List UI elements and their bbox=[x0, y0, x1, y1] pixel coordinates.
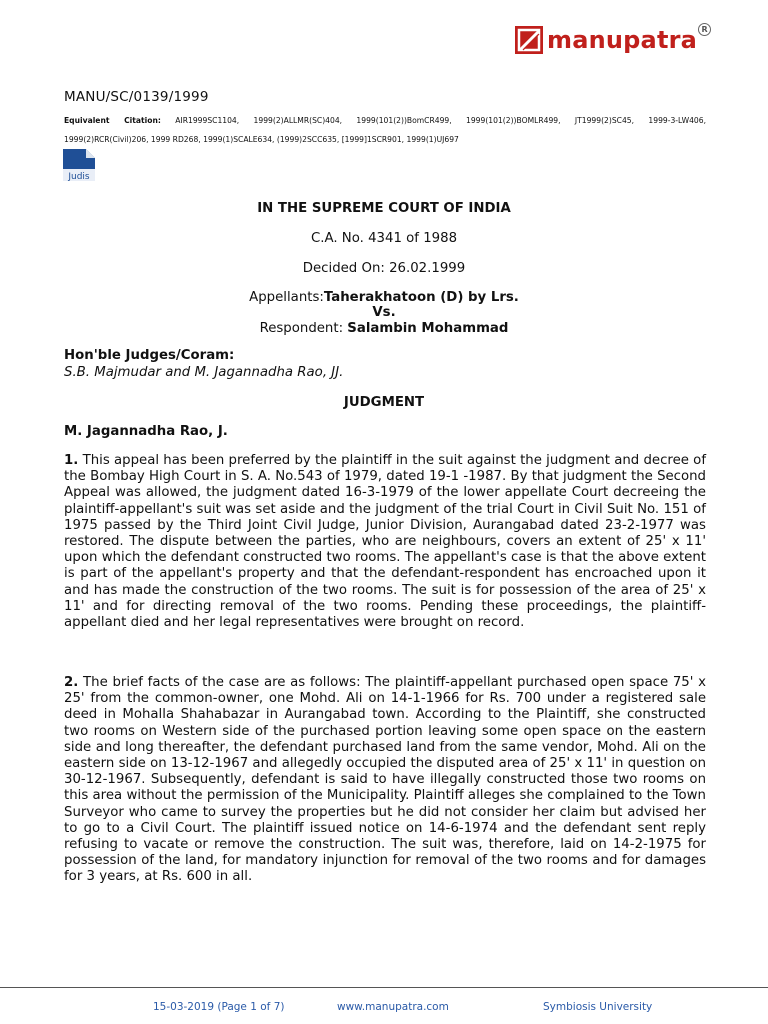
equivalent-citation bbox=[64, 111, 706, 149]
judgment-heading: JUDGMENT bbox=[343, 395, 425, 410]
paragraph-text: This appeal has been preferred by the plaintiff in the suit against the judgment and decree of the Bombay High Court in S. A. No.543 of 1979, dated 19-1 -1987. By that judgment the Second Appeal was allowed, the judgment dated 16-3-1979 of the lower appellate Court decreeing the plaintiff-appellant's suit was set aside and the judgment of the trial Court in Civil Suit No. 151 of 1975 passed by the Third Joint Civil Judge, Junior Division, Aurangabad dated 23-2-1977 was restored. The dispute between the parties, who are neighbours, covers an extent of 25' x 11' upon which the defendant constructed two rooms. The appellant's case is that the above extent is part of the appellant's property and that the defendant-respondent has encroached upon it and has made the construction of the two rooms. The suit is for possession of the area of 25' x 11' and for directing removal of the two rooms. Pending these proceedings, the plaintiff-appellant died and her legal representatives were brought on record. bbox=[64, 453, 706, 631]
footer-divider bbox=[0, 987, 768, 988]
manupatra-logo-icon bbox=[515, 26, 543, 54]
case-number: C.A. No. 4341 of 1988 bbox=[310, 231, 458, 246]
paragraph-text: The brief facts of the case are as follows: The plaintiff-appellant purchased open space 75' x 25' from the common-owner, one Mohd. Ali on 14-1-1966 for Rs. 700 under a registered sale deed in Mohalla Shahabazar in Aurangabad town. According to the Plaintiff, she constructed two rooms on Western side of the purchased portion leaving some open space on the eastern side and long thereafter, the defendant purchased land from the same vendor, Mohd. Ali on the eastern side on 13-12-1967 and allegedly occupied the disputed area of 25' x 11' in question on 30-12-1967. Subsequently, defendant is said to have illegally constructed those two rooms on this area without the permission of the Municipality. Plaintiff alleges she complained to the Town Surveyor who came to survey the properties but he did not consider her claim but advised her to go to a Civil Court. The plaintiff issued notice on 14-6-1974 and the defendant sent reply refusing to vacate or remove the construction. The suit was, therefore, laid on 14-2-1975 for possession of the land, for mandatory injunction for removal of the two rooms and for damages for 3 years, at Rs. 600 in all. bbox=[64, 675, 706, 885]
paragraph-2 bbox=[64, 675, 706, 886]
appellants-label: Appellants: bbox=[249, 290, 324, 305]
manupatra-logo bbox=[515, 25, 708, 55]
equivalent-citation-text: AIR1999SC1104, 1999(2)ALLMR(SC)404, 1999(101(2))BomCR499, 1999(101(2))BOMLR499, JT1999(2)SC45, 1999-3-LW406, 1999(2)RCR(Civil)206, 1999 RD268, 1999(1)SCALE634, (1999)2SCC635, [1999]1SCR901, 1999(1)UJ697 bbox=[64, 116, 706, 144]
judges-names: S.B. Majmudar and M. Jagannadha Rao, JJ. bbox=[64, 365, 344, 380]
registered-mark-icon: R bbox=[698, 23, 711, 36]
appellants-name: Taherakhatoon (D) by Lrs. bbox=[323, 290, 519, 305]
equivalent-citation-label: Equivalent Citation: bbox=[64, 116, 161, 125]
respondent-label: Respondent: bbox=[259, 321, 348, 336]
decided-date: Decided On: 26.02.1999 bbox=[302, 261, 466, 276]
judis-label: Judis bbox=[68, 172, 90, 181]
judgment-author: M. Jagannadha Rao, J. bbox=[64, 424, 228, 439]
appellants-line bbox=[0, 290, 768, 305]
footer-page-info: 15-03-2019 (Page 1 of 7) bbox=[153, 1001, 285, 1013]
footer-website-link[interactable]: www.manupatra.com bbox=[337, 1001, 449, 1013]
footer-institution: Symbiosis University bbox=[543, 1001, 653, 1013]
manu-citation-id: MANU/SC/0139/1999 bbox=[64, 89, 209, 105]
judis-document-icon[interactable] bbox=[63, 149, 95, 181]
paragraph-1 bbox=[64, 453, 706, 631]
court-name: IN THE SUPREME COURT OF INDIA bbox=[257, 201, 511, 216]
paragraph-number: 2. bbox=[64, 675, 79, 690]
respondent-line bbox=[0, 321, 768, 336]
paragraph-number: 1. bbox=[64, 453, 79, 468]
logo-text: manupatra bbox=[547, 26, 698, 54]
versus: Vs. bbox=[372, 305, 396, 320]
judges-heading: Hon'ble Judges/Coram: bbox=[64, 348, 235, 363]
respondent-name: Salambin Mohammad bbox=[347, 321, 509, 336]
